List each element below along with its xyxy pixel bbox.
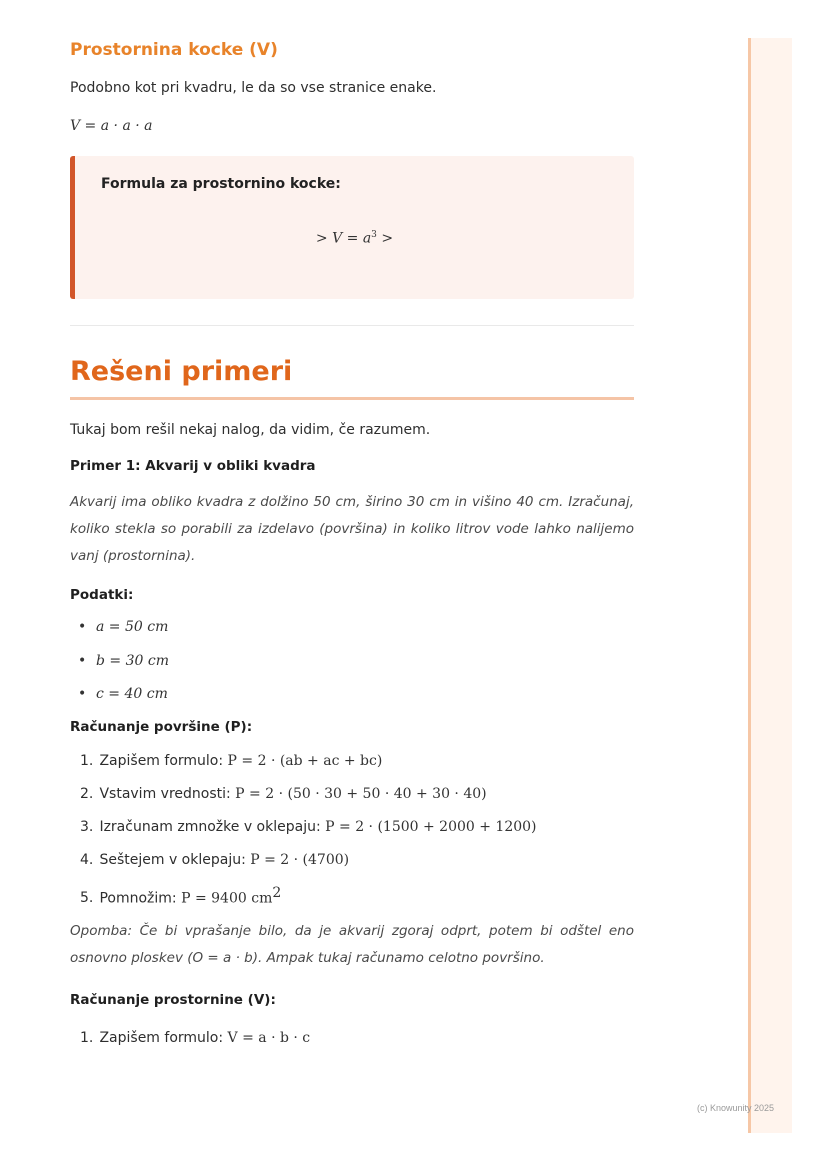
formula-box-title: Formula za prostornino kocke: [101,176,341,192]
cube-heading: Prostornina kocke (V) [70,40,278,60]
examples-heading: Rešeni primeri [70,356,293,387]
data-list [70,611,634,712]
formula-exponent: 3 [371,230,377,240]
divider [70,325,634,326]
document-content [70,38,634,1055]
side-strip [748,38,792,1133]
example1-title: Primer 1: Akvarij v obliki kvadra [70,458,316,474]
note-text: Opomba: Če bi vprašanje bilo, da je akvarij zgoraj odprt, potem bi odštel eno osnovno ploskev (O = a · b). Ampak tukaj računamo celotno površino. [70,922,634,966]
formula-suffix: > [376,230,394,247]
formula-box [70,156,634,299]
volume-label: Računanje prostornine (V): [70,991,276,1008]
list-item: • c = 40 cm [70,678,634,712]
list-item: • a = 50 cm [70,611,634,645]
examples-intro: Tukaj bom rešil nekaj nalog, da vidim, če razumem. [70,422,431,438]
cube-intro: Podobno kot pri kvadru, le da so vse stranice enake. [70,80,437,96]
list-item: 3. Izračunam zmnožke v oklepaju: P = 2 · (1500 + 2000 + 1200) [80,818,537,835]
data-label: Podatki: [70,587,134,603]
formula-main: > V = a [315,230,372,247]
list-item: 2. Vstavim vrednosti: P = 2 · (50 · 30 + 50 · 40 + 30 · 40) [80,785,487,802]
list-item: 1. Zapišem formulo: V = a · b · c [80,1029,311,1046]
surface-steps [70,745,634,910]
list-item: • b = 30 cm [70,645,634,679]
example1-text: Akvarij ima obliko kvadra z dolžino 50 cm, širino 30 cm in višino 40 cm. Izračunaj, koliko stekla so porabili za izdelavo (površina) in koliko litrov vode lahko nalijemo vanj (prostornina). [70,494,634,564]
list-item: 1. Zapišem formulo: P = 2 · (ab + ac + bc) [80,752,383,769]
watermark: (c) Knowunity 2025 [697,1103,775,1113]
cube-formula-line: V = a · a · a [70,118,153,134]
list-item: 5. Pomnožim: P = 9400 $cm^2$ [80,884,282,907]
surface-label: Računanje površine (P): [70,718,253,735]
heading-underline [70,397,634,400]
formula-box-formula [75,230,634,247]
list-item: 4. Seštejem v oklepaju: P = 2 · (4700) [80,851,350,868]
volume-steps [70,1022,634,1055]
